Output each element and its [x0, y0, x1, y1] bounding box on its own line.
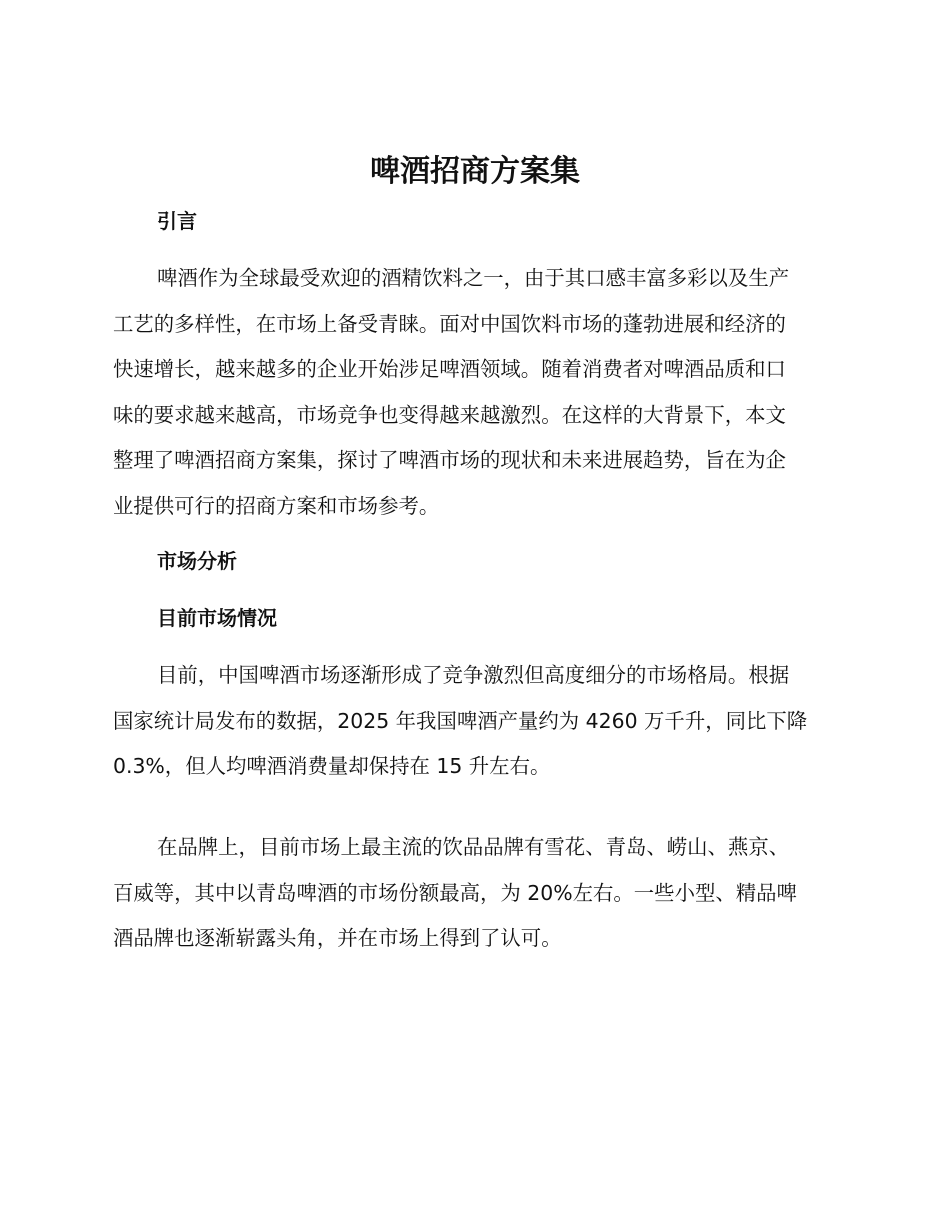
paragraph-line: 整理了啤酒招商方案集，探讨了啤酒市场的现状和未来进展趋势，旨在为企: [113, 448, 786, 472]
paragraph-line: 啤酒作为全球最受欢迎的酒精饮料之一，由于其口感丰富多彩以及生产: [157, 266, 790, 290]
section-heading-market-analysis: 市场分析: [157, 549, 237, 573]
paragraph-line: 百威等，其中以青岛啤酒的市场份额最高，为 20%左右。一些小型、精品啤: [113, 880, 797, 905]
paragraph-line: 国家统计局发布的数据，2025 年我国啤酒产量约为 4260 万千升，同比下降: [113, 708, 808, 733]
paragraph-line: 业提供可行的招商方案和市场参考。: [113, 493, 440, 518]
market-paragraph-1: [113, 653, 833, 790]
paragraph-line: 在品牌上，目前市场上最主流的饮品品牌有雪花、青岛、崂山、燕京、: [157, 835, 790, 859]
document-title: 啤酒招商方案集: [370, 154, 580, 189]
paragraph-line: 酒品牌也逐渐崭露头角，并在市场上得到了认可。: [113, 926, 562, 950]
subsection-heading-current-market: 目前市场情况: [157, 606, 277, 630]
paragraph-line: 工艺的多样性，在市场上备受青睐。面对中国饮料市场的蓬勃进展和经济的: [113, 311, 786, 336]
market-paragraph-2: [113, 825, 833, 962]
intro-paragraph: [113, 256, 833, 529]
section-heading-intro: 引言: [157, 209, 197, 233]
paragraph-line: 味的要求越来越高，市场竞争也变得越来越激烈。在这样的大背景下，本文: [113, 402, 786, 427]
paragraph-line: 目前，中国啤酒市场逐渐形成了竞争激烈但高度细分的市场格局。根据: [157, 663, 790, 687]
paragraph-line: 快速增长，越来越多的企业开始涉足啤酒领域。随着消费者对啤酒品质和口: [113, 357, 786, 381]
paragraph-line: 0.3%，但人均啤酒消费量却保持在 15 升左右。: [113, 754, 551, 778]
